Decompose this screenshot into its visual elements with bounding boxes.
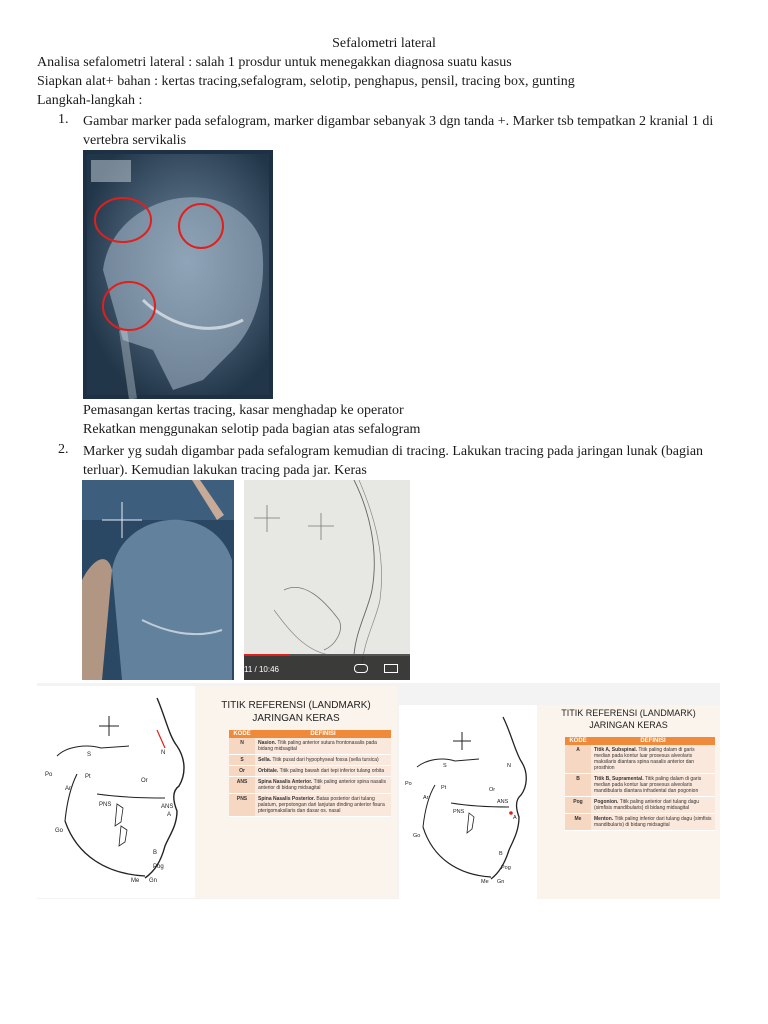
- table-row: Me Menton. Titik paling inferior dari tulang dagu (simfisis mandibularis) di bidang midsagital: [565, 814, 715, 831]
- label-Or: Or: [141, 778, 148, 784]
- step-1-text: Gambar marker pada sefalogram, marker digambar sebanyak 3 dgn tanda +. Marker tsb tempatkan 2 kranial 1 di vertebra servikalis: [83, 114, 714, 148]
- label-Po: Po: [405, 781, 412, 787]
- label-PNS: PNS: [99, 802, 112, 808]
- label-Or: Or: [489, 787, 496, 793]
- tracing-sketch: [244, 480, 410, 680]
- landmark-slide-2: [399, 705, 720, 899]
- header-definisi: DEFINISI: [255, 730, 391, 738]
- label-Me: Me: [481, 879, 489, 885]
- label-PNS: PNS: [453, 809, 465, 815]
- slide-2-title-line-2: JARINGAN KERAS: [589, 720, 668, 730]
- landmark-slide-1: [37, 686, 397, 898]
- label-ANS: ANS: [161, 804, 174, 810]
- label-ANS: ANS: [497, 799, 509, 805]
- step-1-note-1: Pemasangan kertas tracing, kasar menghadap ke operator: [83, 403, 404, 418]
- intro-analysis: Analisa sefalometri lateral : salah 1 prosdur untuk menegakkan diagnosa suatu kasus: [37, 55, 512, 70]
- cephalogram-illustration: [83, 150, 273, 399]
- table-row: PNS Spina Nasalis Posterior. Batas posterior dari tulang palatum, perpotongan dari lanjutan dinding anterior fisura pterigomaksilaris dan dasar os. nasal: [229, 794, 391, 817]
- step-1-note-2: Rekatkan menggunakan selotip pada bagian atas sefalogram: [83, 422, 421, 437]
- document-title: Sefalometri lateral: [332, 36, 436, 51]
- header-kode: KODE: [229, 730, 255, 738]
- label-Pog: Pog: [501, 865, 511, 871]
- label-Gn: Gn: [149, 878, 158, 884]
- label-S: S: [443, 763, 447, 769]
- slide-2-title-line-1: TITIK REFERENSI (LANDMARK): [561, 708, 696, 718]
- slide-1-title-line-2: JARINGAN KERAS: [252, 713, 340, 724]
- step-1-number: 1.: [58, 112, 69, 127]
- ceph-landmark-diagram-2: [399, 705, 539, 899]
- landmark-table-1: [229, 730, 391, 817]
- intro-materials: Siapkan alat+ bahan : kertas tracing,sefalogram, selotip, penghapus, pensil, tracing box, gunting: [37, 74, 575, 89]
- label-Ar: Ar: [65, 786, 71, 792]
- table-row: Pog Pogonion. Titik paling anterior dari tulang dagu (simfisis mandibularis) di bidang midsagital: [565, 797, 715, 814]
- captions-icon[interactable]: [384, 664, 398, 673]
- ceph-landmark-diagram-1: [37, 686, 197, 898]
- label-A: A: [513, 815, 517, 821]
- label-Go: Go: [413, 833, 421, 839]
- step-2-text: Marker yg sudah digambar pada sefalogram kemudian di tracing. Lakukan tracing pada jaringan lunak (bagian terluar). Kemudian lakukan tracing pada jar. Keras: [83, 444, 704, 478]
- video-progress-fill: [244, 654, 290, 656]
- slide-1-title-line-1: TITIK REFERENSI (LANDMARK): [221, 700, 371, 711]
- table-row: N Nasion. Titik paling anterior sutura frontonasalis pada bidang midsagital: [229, 738, 391, 755]
- label-Pt: Pt: [85, 774, 91, 780]
- video-time: 11 / 10:46: [244, 665, 279, 674]
- label-Pog: Pog: [153, 864, 164, 870]
- label-Pt: Pt: [441, 785, 447, 791]
- label-B: B: [153, 850, 158, 856]
- tracing-box-illustration: [82, 480, 234, 680]
- landmark-table-card-2: [537, 705, 720, 899]
- label-Me: Me: [131, 878, 140, 884]
- cephalogram-marker-photo: [83, 150, 273, 399]
- video-progress-track[interactable]: [244, 654, 410, 656]
- landmark-slides-strip: [37, 683, 720, 899]
- table-row: S Sella. Titik pusat dari hypophyseal fossa (sella tursica): [229, 755, 391, 766]
- label-Po: Po: [45, 772, 53, 778]
- tracing-video-still[interactable]: [244, 480, 410, 680]
- label-B: B: [499, 851, 503, 857]
- table-row: ANS Spina Nasalis Anterior. Titik paling anterior spina nasalis anterior di bidang midsagital: [229, 777, 391, 794]
- label-Ar: Ar: [423, 795, 429, 801]
- header-kode: KODE: [565, 737, 591, 745]
- table-row: A Titik A, Subspinal. Titik paling dalam di garis median pada kontur luar prosesus alveolaris maksilaris diantara spina nasalis anterior dan prosthion: [565, 745, 715, 774]
- pause-toggle-icon[interactable]: [354, 664, 368, 673]
- label-N: N: [161, 750, 166, 756]
- label-Gn: Gn: [497, 879, 505, 885]
- header-definisi: DEFINISI: [591, 737, 715, 745]
- step-2-number: 2.: [58, 442, 69, 457]
- label-N: N: [507, 763, 511, 769]
- intro-steps-heading: Langkah-langkah :: [37, 93, 143, 108]
- tracing-box-photo: [82, 480, 234, 680]
- landmark-table-card-1: [195, 686, 397, 898]
- table-row: Or Orbitale. Titik paling bawah dari tepi inferior tulang orbita: [229, 766, 391, 777]
- label-A: A: [167, 812, 172, 818]
- label-S: S: [87, 752, 92, 758]
- label-Go: Go: [55, 828, 64, 834]
- table-row: B Titik B, Supramental. Titik paling dalam di garis median pada kontur luar prosesus alveolaris mandibularis diantara infradental dan pogonion: [565, 774, 715, 797]
- landmark-table-2: [565, 737, 715, 831]
